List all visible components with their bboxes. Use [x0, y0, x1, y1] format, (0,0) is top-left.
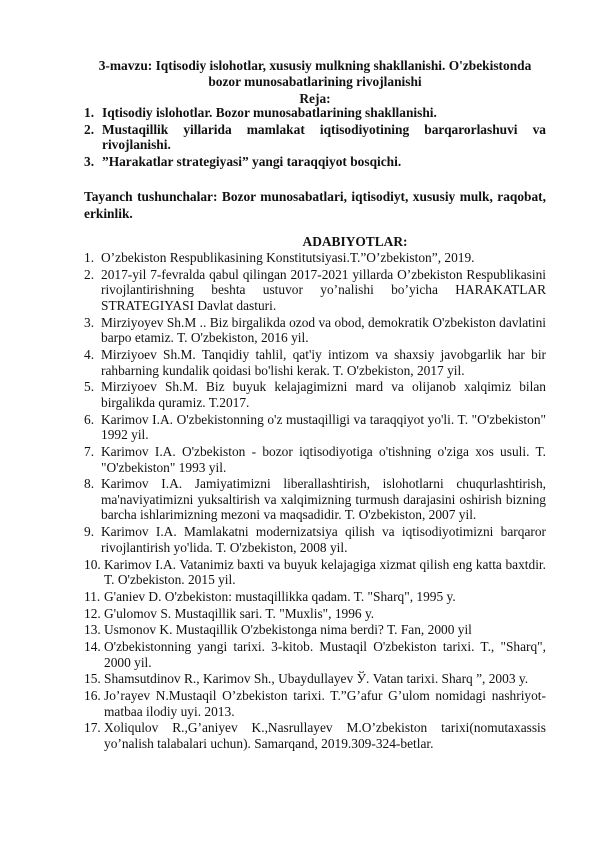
plan-list	[84, 105, 546, 170]
reference-item-text: G'ulomov S. Mustaqillik sari. T. "Muxlis", 1996 y.	[104, 605, 375, 621]
reference-item-text: O’zbekiston Respublikasining Konstitutsiyasi.T.”O’zbekiston”, 2019.	[101, 250, 475, 265]
reference-item-number: 2.	[84, 266, 95, 282]
reference-item	[84, 688, 546, 719]
reference-item-number: 15.	[84, 671, 101, 687]
reference-item-number: 9.	[84, 524, 95, 540]
references-heading: ADABIYOTLAR:	[302, 234, 408, 249]
plan-heading: Reja:	[299, 91, 331, 106]
reference-item-number: 4.	[84, 346, 95, 362]
reference-item-text: Jo’rayev N.Mustaqil O’zbekiston tarixi. T.”G’afur G’ulom nomidagi nashriyot-matbaa ilodiy uyi. 2013.	[104, 688, 546, 719]
reference-item	[84, 315, 546, 346]
reference-item-number: 5.	[84, 379, 95, 395]
references-list	[84, 250, 546, 753]
reference-item-text: Mirziyoev Sh.M. Biz buyuk kelajagimizni mard va olijanob xalqimiz bilan birgalikda quramiz. T.2017.	[101, 379, 546, 410]
reference-item	[84, 671, 546, 687]
key-terms: Tayanch tushunchalar: Bozor munosabatlari, iqtisodiyt, xususiy mulk, raqobat, erkinlik.	[84, 189, 546, 221]
reference-item-number: 8.	[84, 476, 95, 492]
reference-item-number: 7.	[84, 443, 95, 459]
reference-item-text: Mirziyoyev Sh.M .. Biz birgalikda ozod va obod, demokratik O'zbekiston davlatini barpo etamiz. T. O'zbekiston, 2016 yil.	[101, 314, 546, 346]
reference-item-number: 10.	[84, 556, 101, 572]
reference-item	[84, 639, 546, 670]
reference-item-number: 3.	[84, 314, 95, 330]
reference-item-text: Karimov I.A. O'zbekistonning o'z mustaqilligi va taraqqiyot yo'li. T. "O'zbekiston" 1992 yil.	[101, 411, 546, 443]
reference-item-number: 12.	[84, 605, 101, 621]
plan-item-number: 3.	[84, 153, 95, 169]
reference-item	[84, 444, 546, 475]
reference-item	[84, 606, 546, 622]
reference-item-text: Karimov I.A. Mamlakatni modernizatsiya qilish va iqtisodiyotimizni barqaror rivojlantirish yo'lida. T. O'zbekiston, 2008 yil.	[101, 524, 546, 555]
plan-item-text: Iqtisodiy islohotlar. Bozor munosabatlarining shakllanishi.	[102, 105, 437, 120]
reference-item-number: 16.	[84, 688, 101, 704]
reference-item-text: Mirziyoev Sh.M. Tanqidiy tahlil, qat'iy intizom va shaxsiy javobgarlik har bir rahbarning kundalik qoidasi bo'lishi kerak. T. O'zbekiston, 2017 yil.	[101, 346, 546, 378]
reference-item-number: 17.	[84, 720, 101, 736]
reference-item-text: Karimov I.A. Jamiyatimizni liberallashtirish, islohotlarni chuqurlashtirish, ma'naviyatimizni yuksaltirish va xalqimizning turmush darajasini oshirish bizning barcha ishlarimizning mezoni va maqsadidir. T. O'zbekiston, 2007 yil.	[101, 476, 546, 523]
reference-item	[84, 720, 546, 751]
reference-item	[84, 412, 546, 443]
plan-item-text: Mustaqillik yillarida mamlakat iqtisodiyotining barqarorlashuvi va rivojlanishi.	[102, 121, 546, 153]
reference-item-number: 6.	[84, 411, 95, 427]
reference-item-number: 1.	[84, 250, 95, 265]
plan-item-text: ”Harakatlar strategiyasi” yangi taraqqiyot bosqichi.	[102, 153, 402, 169]
reference-item-number: 11.	[84, 588, 101, 604]
reference-item	[84, 250, 546, 266]
reference-item-text: O'zbekistonning yangi tarixi. 3-kitob. Mustaqil O'zbekiston tarixi. T., "Sharq", 2000 yil.	[104, 639, 546, 670]
reference-item-text: G'aniev D. O'zbekiston: mustaqillikka qadam. T. "Sharq", 1995 y.	[104, 588, 456, 604]
reference-item	[84, 524, 546, 555]
reference-item-text: Usmonov K. Mustaqillik O'zbekistonga nima berdi? T. Fan, 2000 yil	[104, 622, 472, 638]
page-title: 3-mavzu: Iqtisodiy islohotlar, xususiy mulkning shakllanishi. O'zbekistonda bozor munosabatlarining rivojlanishi	[98, 58, 532, 89]
reference-item-text: 2017-yil 7-fevralda qabul qilingan 2017-2021 yillarda O’zbekiston Respublikasini rivojlantirishning beshta ustuvor yo’nalishi bo’yicha HARAKATLAR STRATEGIYASI Davlat dasturi.	[101, 266, 546, 313]
reference-item	[84, 379, 546, 410]
reference-item	[84, 622, 546, 638]
reference-item-text: Karimov I.A. O'zbekiston - bozor iqtisodiyotiga o'tishning o'ziga xos usuli. T. "O'zbekiston" 1993 yil.	[101, 443, 546, 475]
reference-item-number: 13.	[84, 622, 101, 638]
reference-item-text: Shamsutdinov R., Karimov Sh., Ubaydullayev Ў. Vatan tarixi. Sharq ”, 2003 y.	[104, 671, 529, 687]
reference-item	[84, 589, 546, 605]
reference-item	[84, 557, 546, 588]
plan-item-number: 1.	[84, 105, 95, 120]
plan-item	[84, 122, 546, 153]
plan-item	[84, 105, 546, 121]
reference-item	[84, 267, 546, 314]
plan-item	[84, 154, 546, 170]
reference-item-text: Karimov I.A. Vatanimiz baxti va buyuk kelajagiga xizmat qilish eng katta baxtdir. T. O'zbekiston. 2015 yil.	[104, 556, 546, 588]
plan-item-number: 2.	[84, 121, 95, 137]
reference-item-number: 14.	[84, 639, 101, 655]
reference-item	[84, 476, 546, 523]
reference-item-text: Xoliqulov R.,G’aniyev K.,Nasrullayev M.O’zbekiston tarixi(nomutaxassis yo’nalish talabalari uchun). Samarqand, 2019.309-324-betlar.	[104, 720, 546, 752]
reference-item	[84, 347, 546, 378]
